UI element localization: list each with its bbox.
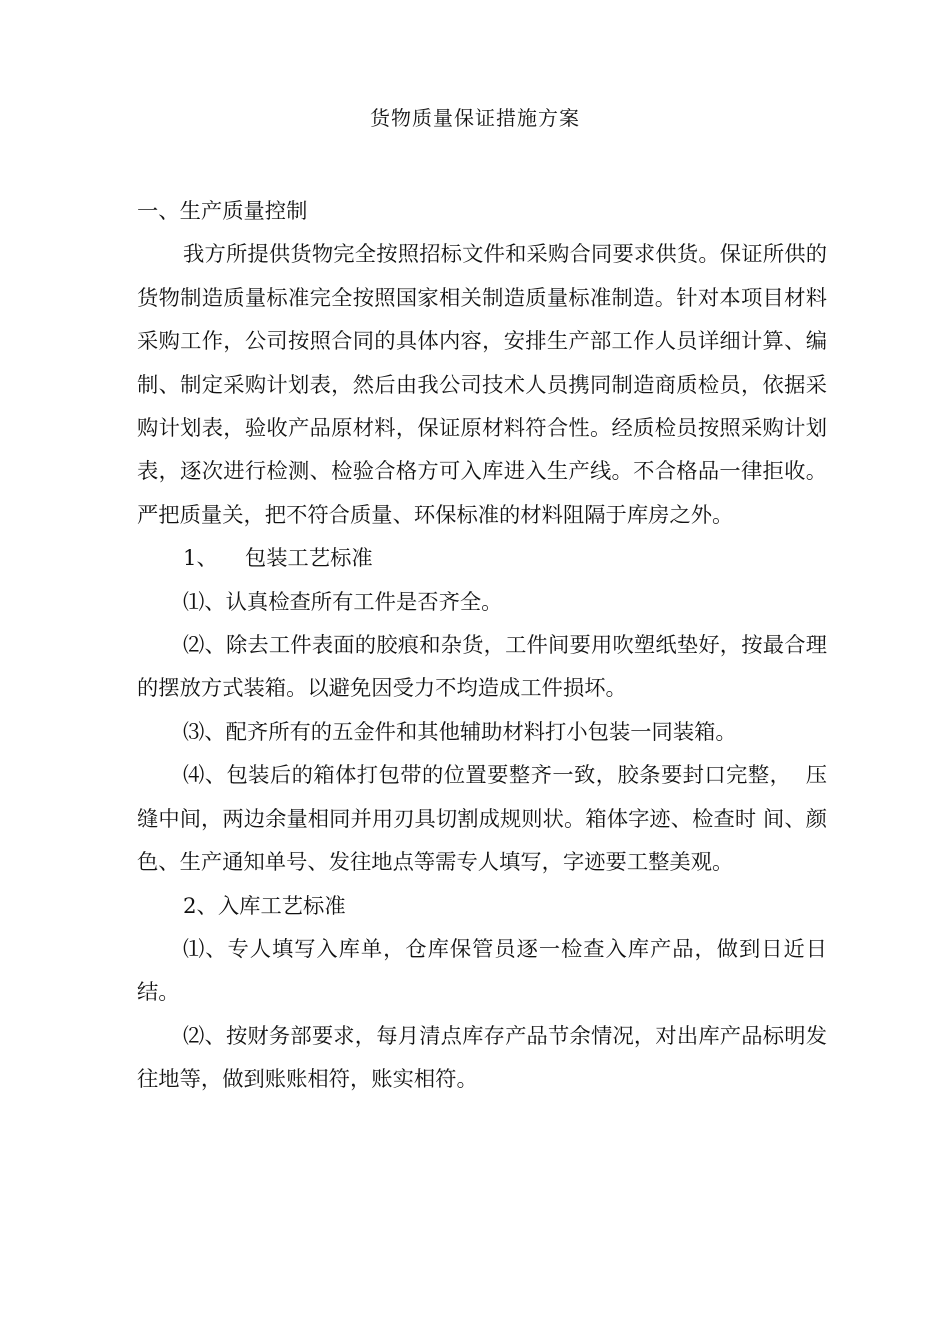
subsection-heading-warehousing: 2、入库工艺标准 — [183, 893, 346, 919]
section-heading-production-quality: 一、生产质量控制 — [137, 199, 308, 224]
list-item: ⑶、配齐所有的五金件和其他辅助材料打小包装一同装箱。 — [183, 719, 737, 745]
subsection-heading-packaging: 1、 包装工艺标准 — [183, 546, 373, 572]
list-item: ⑴、专人填写入库单，仓库保管员逐一检查入库产品，做到日近日结。 — [137, 936, 827, 1006]
list-item: ⑷、包装后的箱体打包带的位置要整齐一致，胶条要封口完整， 压缝中间，两边余量相同并用刃具切割成规则状。箱体字迹、检查时 间、颜色、生产通知单号、发往地点等需专人填写，字迹要工整美观。 — [137, 763, 827, 876]
document-title: 货物质量保证措施方案 — [370, 106, 580, 130]
document-body — [137, 190, 827, 1102]
body-paragraph: 我方所提供货物完全按照招标文件和采购合同要求供货。保证所供的货物制造质量标准完全按照国家相关制造质量标准制造。针对本项目材料采购工作，公司按照合同的具体内容，安排生产部工作人员详细计算、编制、制定采购计划表，然后由我公司技术人员携同制造商质检员，依据采购计划表，验收产品原材料，保证原材料符合性。经质检员按照采购计划表，逐次进行检测、检验合格方可入库进入生产线。不合格品一律拒收。严把质量关，把不符合质量、环保标准的材料阻隔于库房之外。 — [137, 242, 827, 528]
list-item: ⑴、认真检查所有工件是否齐全。 — [183, 589, 503, 615]
list-item: ⑵、按财务部要求，每月清点库存产品节余情况，对出库产品标明发往地等，做到账账相符，账实相符。 — [137, 1023, 827, 1093]
list-item: ⑵、除去工件表面的胶痕和杂货，工件间要用吹塑纸垫好，按最合理的摆放方式装箱。以避免因受力不均造成工件损坏。 — [137, 633, 827, 702]
